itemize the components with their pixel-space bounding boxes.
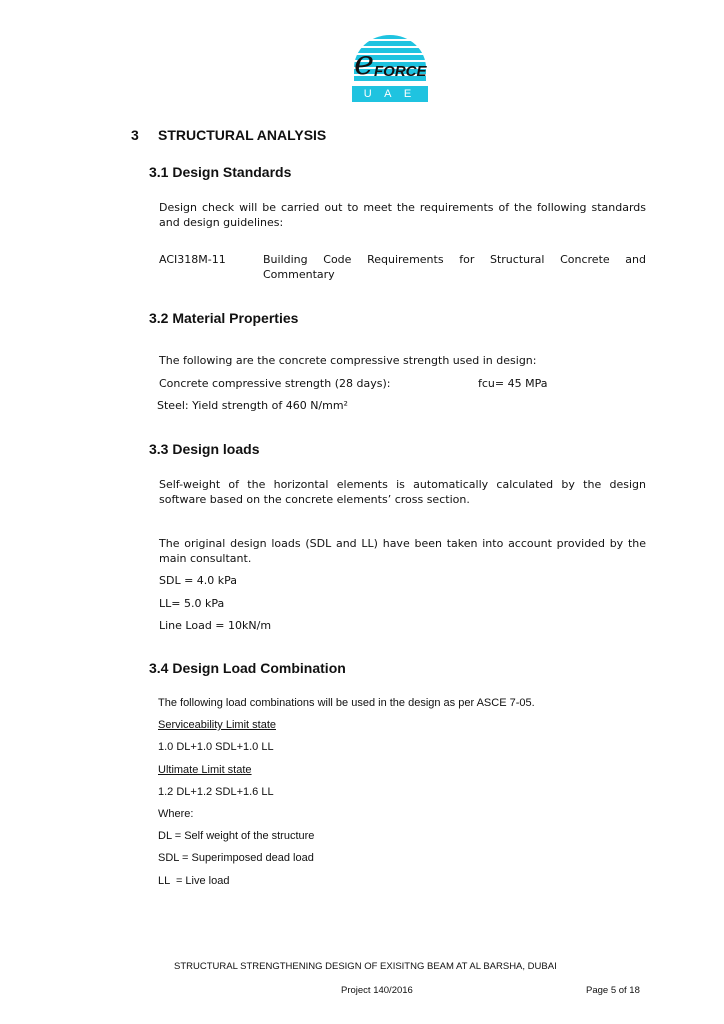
sls-title: Serviceability Limit state xyxy=(158,719,276,731)
heading-material-properties: 3.2 Material Properties xyxy=(149,310,299,326)
logo-subtext: U A E xyxy=(363,88,417,100)
where-label: Where: xyxy=(158,808,194,820)
paragraph-self-weight: Self-weight of the horizontal elements is automatically calculated by the design software based on the concrete elements’ cross section. xyxy=(159,478,646,506)
steel-strength: Steel: Yield strength of 460 N/mm² xyxy=(157,399,348,412)
heading-design-standards: 3.1 Design Standards xyxy=(149,164,292,180)
definition-ll: LL = Live load xyxy=(158,875,230,887)
load-sdl: SDL = 4.0 kPa xyxy=(159,574,238,587)
logo-wordmark: FORCE xyxy=(374,63,427,80)
footer-project-number: Project 140/2016 xyxy=(341,985,413,996)
standard-code: ACI318M-11 xyxy=(159,253,226,266)
load-line: Line Load = 10kN/m xyxy=(159,619,272,632)
company-logo xyxy=(348,30,432,106)
uls-combination: 1.2 DL+1.2 SDL+1.6 LL xyxy=(158,786,274,798)
definition-sdl: SDL = Superimposed dead load xyxy=(158,852,314,864)
standard-description: Building Code Requirements for Structural Concrete and Commentary xyxy=(263,253,646,281)
concrete-strength-value: fcu= 45 MPa xyxy=(478,377,548,390)
paragraph-design-standards: Design check will be carried out to meet the requirements of the following standards and design guidelines: xyxy=(159,201,646,229)
heading-load-combination: 3.4 Design Load Combination xyxy=(149,660,346,676)
section-number: 3 xyxy=(131,127,139,143)
sls-combination: 1.0 DL+1.0 SDL+1.0 LL xyxy=(158,741,274,753)
heading-design-loads: 3.3 Design loads xyxy=(149,441,260,457)
footer-project-title: STRUCTURAL STRENGTHENING DESIGN OF EXISITNG BEAM AT AL BARSHA, DUBAI xyxy=(174,961,557,972)
load-ll: LL= 5.0 kPa xyxy=(159,597,225,610)
section-title: STRUCTURAL ANALYSIS xyxy=(158,127,327,143)
definition-dl: DL = Self weight of the structure xyxy=(158,830,315,842)
paragraph-original-loads: The original design loads (SDL and LL) have been taken into account provided by the main consultant. xyxy=(159,537,646,565)
concrete-strength-label: Concrete compressive strength (28 days): xyxy=(159,377,391,390)
paragraph-material-intro: The following are the concrete compressive strength used in design: xyxy=(159,354,537,367)
footer-page-number: Page 5 of 18 xyxy=(586,985,640,996)
paragraph-combination-intro: The following load combinations will be used in the design as per ASCE 7-05. xyxy=(158,697,535,709)
logo-initial: e xyxy=(354,43,375,83)
uls-title: Ultimate Limit state xyxy=(158,764,252,776)
